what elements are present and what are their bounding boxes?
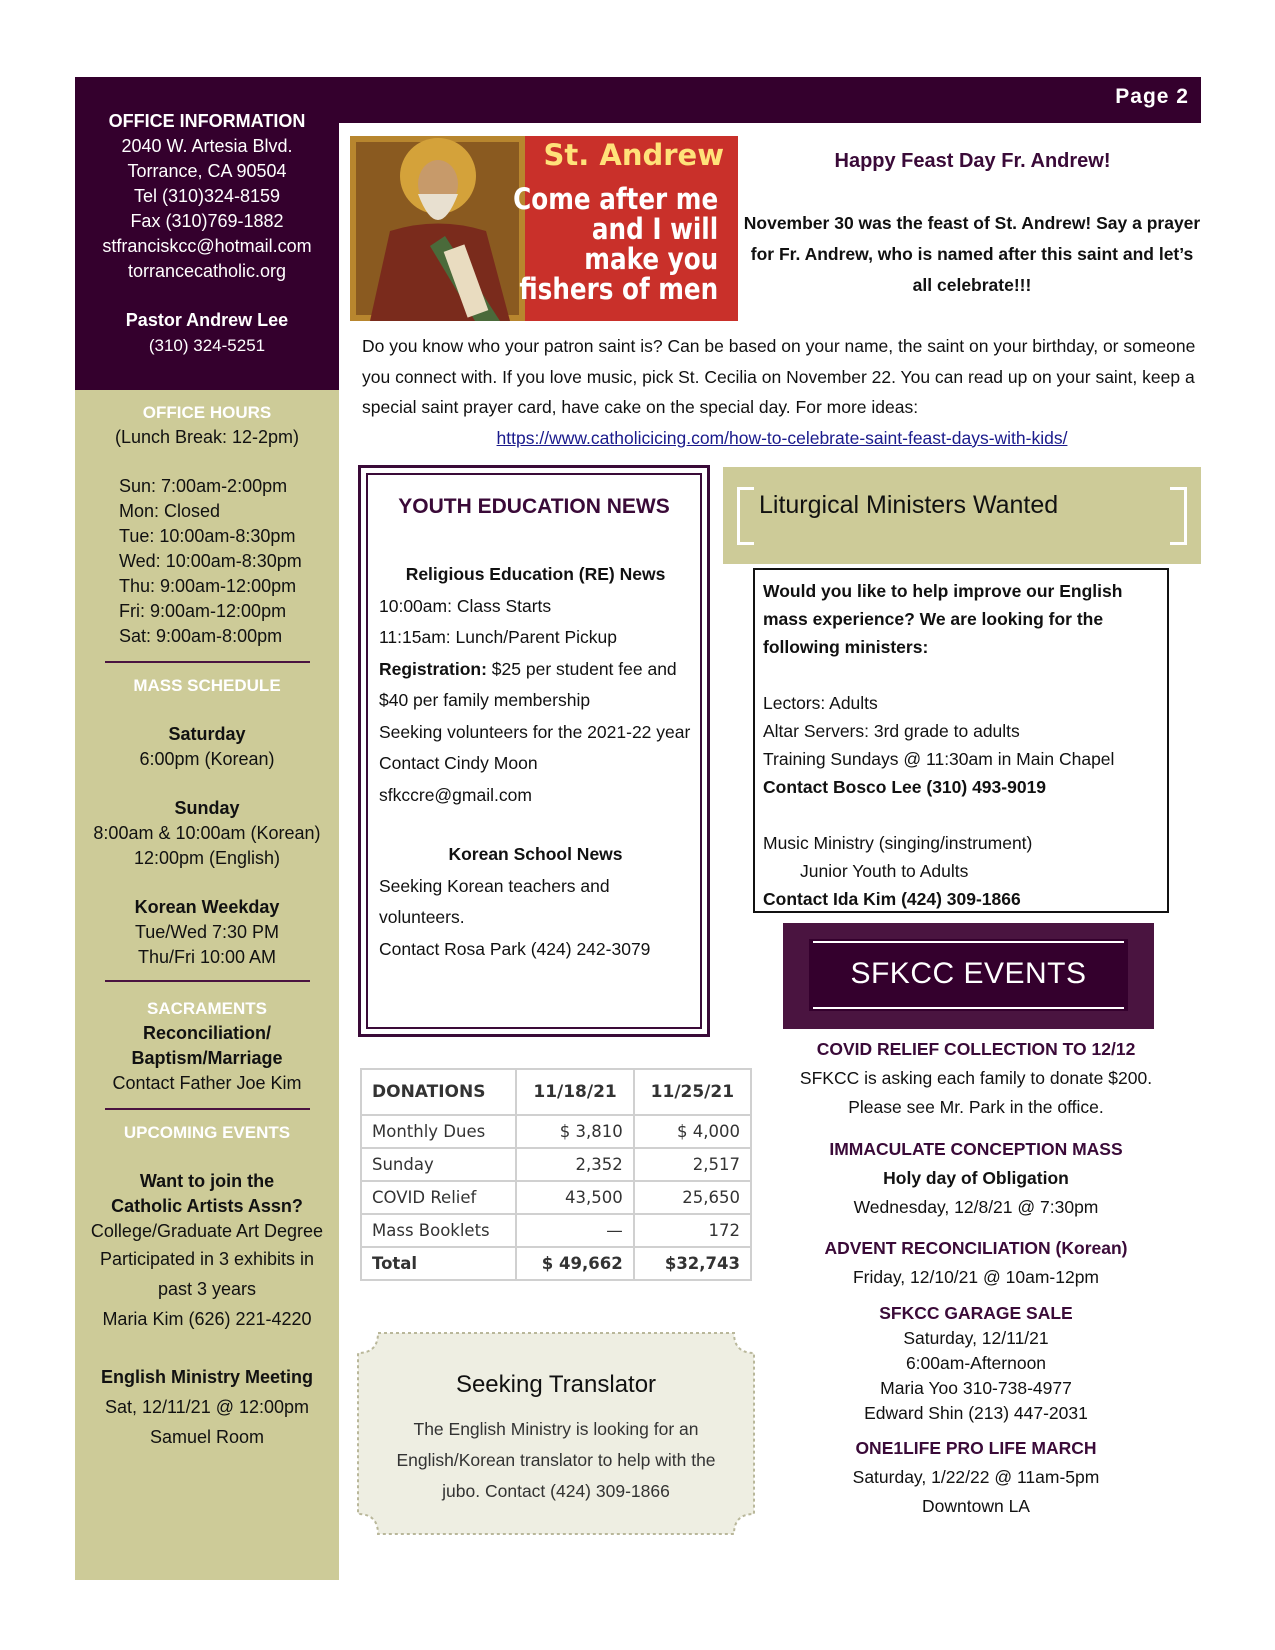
mass-weekday-label: Korean Weekday [134, 897, 280, 917]
patron-text: Do you know who your patron saint is? Can be based on your name, the saint on your birthday, or someone you connect with. If you love music, pick St. Cecilia on November 22. You can read up on your saint, keep a special saint prayer card, have cake on the special day. For more ideas: [362, 336, 1196, 417]
registration-label: Registration: [379, 658, 487, 679]
sacraments-line: Baptism/Marriage [131, 1048, 283, 1068]
korean-school-text: Seeking Korean teachers and volunteers. [379, 875, 610, 927]
quote-line: Come after me [512, 182, 718, 216]
upcoming-events-heading: UPCOMING EVENTS [123, 1123, 291, 1142]
bracket-right-icon [1170, 487, 1187, 545]
office-address-line2: Torrance, CA 90504 [127, 161, 287, 181]
translator-box [356, 1331, 756, 1536]
hours-item: Sun: 7:00am-2:00pm [119, 476, 288, 496]
table-cell: 43,500 [516, 1181, 633, 1214]
feast-body: November 30 was the feast of St. Andrew! Say a prayer for Fr. Andrew, who is named after this saint and let’s all celebrate!!! [743, 213, 1201, 295]
patron-link[interactable]: https://www.catholicicing.com/how-to-celebrate-saint-feast-days-with-kids/ [496, 427, 1068, 448]
korean-school-contact: Contact Rosa Park (424) 242-3079 [379, 938, 651, 959]
mass-sunday-label: Sunday [174, 798, 240, 818]
hours-item: Fri: 9:00am-12:00pm [119, 601, 287, 621]
lunch-break: (Lunch Break: 12-2pm) [114, 427, 300, 447]
youth-education-box [358, 465, 710, 1037]
artists-requirement: College/Graduate Art Degree [90, 1221, 324, 1241]
table-cell: $ 3,810 [516, 1115, 633, 1148]
sacraments-line: Reconciliation/ [142, 1023, 272, 1043]
re-registration [379, 654, 692, 717]
liturgical-altar: Altar Servers: 3rd grade to adults [763, 721, 1020, 741]
patron-saint-section [362, 331, 1202, 453]
artists-requirement: past 3 years [157, 1279, 257, 1299]
liturgical-contact: Contact Ida Kim (424) 309-1866 [763, 889, 1021, 909]
office-fax: Fax (310)769-1882 [130, 211, 284, 231]
hours-item: Thu: 9:00am-12:00pm [119, 576, 297, 596]
feast-title: Happy Feast Day Fr. Andrew! [834, 150, 1111, 172]
events-list [783, 1035, 1169, 1521]
events-header [783, 923, 1154, 1029]
quote-line: fishers of men [519, 272, 718, 306]
office-tel: Tel (310)324-8159 [133, 186, 281, 206]
liturgical-header [723, 467, 1201, 564]
hours-item: Tue: 10:00am-8:30pm [119, 526, 296, 546]
table-header: 11/25/21 [634, 1069, 751, 1115]
events-header-inner [809, 939, 1128, 1011]
korean-school-heading: Korean School News [448, 844, 623, 864]
table-header: 11/18/21 [516, 1069, 633, 1115]
liturgical-music-age: Junior Youth to Adults [800, 861, 969, 881]
table-cell: Monthly Dues [361, 1115, 516, 1148]
mass-saturday-label: Saturday [168, 724, 246, 744]
office-hours-list [75, 474, 339, 649]
office-address-line1: 2040 W. Artesia Blvd. [121, 136, 293, 156]
hours-item: Mon: Closed [119, 501, 221, 521]
office-email[interactable]: stfranciskcc@hotmail.com [102, 236, 312, 256]
office-hours-heading: OFFICE HOURS [142, 403, 272, 422]
bracket-left-icon [737, 487, 754, 545]
registration-text: $25 per student fee and $40 per family membership [379, 658, 677, 710]
mass-schedule-heading: MASS SCHEDULE [133, 676, 281, 695]
sidebar-schedule [75, 390, 339, 1580]
translator-body: The English Ministry is looking for an English/Korean translator to help with the jubo. Contact (424) 309-1866 [396, 1419, 716, 1501]
table-cell: COVID Relief [361, 1181, 516, 1214]
table-cell: Mass Booklets [361, 1214, 516, 1247]
meeting-time: Sat, 12/11/21 @ 12:00pm [104, 1397, 310, 1417]
event-title: IMMACULATE CONCEPTION MASS [829, 1139, 1123, 1159]
table-header: DONATIONS [361, 1069, 516, 1115]
artists-requirement: Participated in 3 exhibits in [99, 1249, 315, 1269]
liturgical-title: Liturgical Ministers Wanted [759, 491, 1059, 519]
table-row [361, 1181, 751, 1214]
saint-image-quote [513, 184, 718, 304]
page-number: Page 2 [1115, 85, 1189, 108]
re-email[interactable]: sfkccre@gmail.com [379, 784, 532, 805]
artists-title: Want to join the [139, 1171, 275, 1191]
re-contact: Contact Cindy Moon [379, 753, 538, 773]
mass-weekday-time: Thu/Fri 10:00 AM [137, 947, 277, 967]
re-lunch-pickup: 11:15am: Lunch/Parent Pickup [379, 627, 618, 647]
youth-title: YOUTH EDUCATION NEWS [398, 495, 670, 518]
liturgical-training: Training Sundays @ 11:30am in Main Chapel [763, 749, 1115, 769]
table-cell: — [516, 1214, 633, 1247]
event-title: ONE1LIFE PRO LIFE MARCH [855, 1438, 1097, 1458]
event-detail: Saturday, 12/11/21 [903, 1328, 1049, 1348]
table-row [361, 1214, 751, 1247]
events-header-rule [813, 941, 1124, 943]
event-detail: Downtown LA [922, 1496, 1030, 1516]
mass-sunday-time: 12:00pm (English) [133, 848, 281, 868]
event-title: ADVENT RECONCILIATION (Korean) [824, 1238, 1128, 1258]
liturgical-intro: Would you like to help improve our English mass experience? We are looking for the following ministers: [763, 581, 1123, 657]
event-detail: Wednesday, 12/8/21 @ 7:30pm [853, 1197, 1099, 1217]
youth-content [379, 559, 692, 965]
re-class-start: 10:00am: Class Starts [379, 595, 552, 616]
event-detail: Please see Mr. Park in the office. [848, 1097, 1104, 1117]
events-title: SFKCC EVENTS [850, 957, 1087, 990]
mass-saturday-time: 6:00pm (Korean) [139, 749, 275, 769]
re-heading: Religious Education (RE) News [405, 564, 666, 584]
table-total-row [361, 1247, 751, 1280]
event-detail: Friday, 12/10/21 @ 10am-12pm [852, 1267, 1100, 1287]
table-cell: $ 49,662 [516, 1247, 633, 1280]
table-cell: Total [361, 1247, 516, 1280]
table-cell: Sunday [361, 1148, 516, 1181]
quote-line: and I will [591, 212, 718, 246]
mass-weekday-time: Tue/Wed 7:30 PM [134, 922, 280, 942]
sacraments-heading: SACRAMENTS [147, 999, 267, 1018]
liturgical-contact: Contact Bosco Lee (310) 493-9019 [763, 777, 1047, 797]
liturgical-box [753, 568, 1169, 913]
donations-table [360, 1068, 752, 1281]
saint-andrew-image [350, 136, 738, 321]
pastor-phone: (310) 324-5251 [148, 336, 266, 355]
event-detail: Edward Shin (213) 447-2031 [864, 1403, 1088, 1423]
table-cell: $32,743 [634, 1247, 751, 1280]
youth-inner-border [366, 473, 702, 1029]
saint-image-title: St. Andrew [543, 138, 724, 172]
office-website[interactable]: torrancecatholic.org [127, 261, 287, 281]
re-volunteers: Seeking volunteers for the 2021-22 year [379, 721, 691, 742]
mass-sunday-time: 8:00am & 10:00am (Korean) [93, 823, 321, 843]
pastor-name: Pastor Andrew Lee [125, 310, 289, 330]
event-title: SFKCC GARAGE SALE [879, 1303, 1073, 1323]
table-row [361, 1115, 751, 1148]
translator-title: Seeking Translator [455, 1371, 657, 1398]
table-cell: $ 4,000 [634, 1115, 751, 1148]
liturgical-music: Music Ministry (singing/instrument) [763, 833, 1033, 853]
artists-title: Catholic Artists Assn? [111, 1196, 303, 1216]
table-cell: 2,352 [516, 1148, 633, 1181]
event-detail: Saturday, 1/22/22 @ 11am-5pm [852, 1467, 1100, 1487]
hours-item: Wed: 10:00am-8:30pm [119, 551, 302, 571]
table-cell: 172 [634, 1214, 751, 1247]
event-detail: 6:00am-Afternoon [905, 1353, 1047, 1373]
event-detail: Holy day of Obligation [883, 1168, 1069, 1188]
meeting-place: Samuel Room [149, 1427, 265, 1447]
table-header-row [361, 1069, 751, 1115]
artists-contact: Maria Kim (626) 221-4220 [102, 1309, 312, 1329]
meeting-title: English Ministry Meeting [100, 1367, 314, 1387]
event-detail: Maria Yoo 310-738-4977 [880, 1378, 1072, 1398]
table-cell: 25,650 [634, 1181, 751, 1214]
events-header-rule [813, 1007, 1124, 1009]
event-title: COVID RELIEF COLLECTION TO 12/12 [816, 1039, 1136, 1059]
event-detail: SFKCC is asking each family to donate $200. [799, 1068, 1153, 1088]
sacraments-contact: Contact Father Joe Kim [112, 1073, 302, 1093]
hours-item: Sat: 9:00am-8:00pm [119, 626, 283, 646]
office-heading: OFFICE INFORMATION [108, 111, 306, 131]
quote-line: make you [584, 242, 718, 276]
table-row [361, 1148, 751, 1181]
table-cell: 2,517 [634, 1148, 751, 1181]
liturgical-lectors: Lectors: Adults [763, 693, 878, 713]
sidebar-office-info [75, 77, 339, 390]
